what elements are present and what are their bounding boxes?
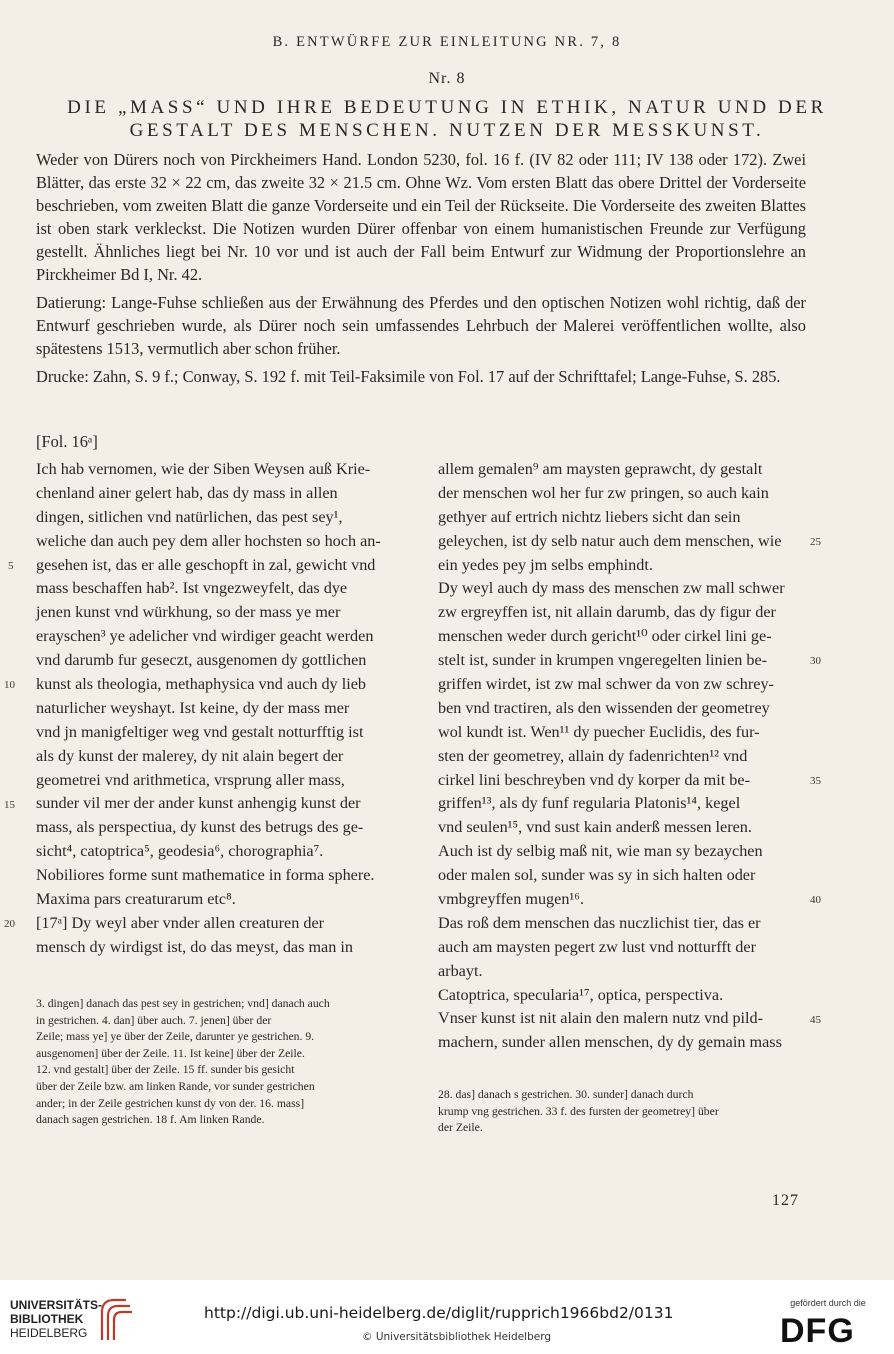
text-line: zw ergreyffen ist, nit allain darumb, das dy figur der [438,603,776,622]
line-number: 45 [810,1013,821,1026]
apparatus-line: Zeile; mass ye] ye über der Zeile, darunter ye gestrichen. 9. [36,1030,315,1044]
text-line: auch am maysten pegert zw lust vnd notturfft der [438,937,756,956]
text-line: geleychen, ist dy selb natur auch dem menschen, wie [438,531,782,550]
text-line: Vnser kunst ist nit alain den malern nutz vnd pild- [438,1009,764,1028]
intro-dating: Datierung: Lange-Fuhse schließen aus der Erwähnung des Pferdes und den optischen Notizen wohl richtig, daß der Entwurf geschrieben wurde, als Dürer noch sein umfassendes Lehrbuch der Malerei veröffentlichen wollte, also spätestens 1513, vermutlich aber schon früher. [36,293,806,358]
copyright-notice: © Universitätsbibliothek Heidelberg [362,1331,552,1343]
text-line: stelt ist, sunder in krumpen vngeregelten linien be- [438,651,768,670]
text-line: geometrei vnd arithmetica, vrsprung aller mass, [36,770,345,789]
text-line: jenen kunst vnd würkhung, so der mass ye mer [36,603,341,622]
text-line: Dy weyl auch dy mass des menschen zw mall schwer [438,579,785,598]
dfg-mark: DFG [780,1312,855,1350]
page-number: 127 [772,1192,799,1209]
text-line: dingen, sitlichen vnd natürlichen, das pest sey¹, [36,507,343,526]
line-number: 35 [810,774,821,787]
running-head: B. ENTWÜRFE ZUR EINLEITUNG NR. 7, 8 [272,34,622,50]
text-line: vnd jn manigfeltiger weg vnd gestalt notturfftig ist [36,722,364,741]
text-line: allem gemalen⁹ am maysten geprawcht, dy gestalt [438,460,763,478]
document-number: Nr. 8 [428,70,466,87]
logo-line: BIBLIOTHEK [10,1312,84,1326]
text-column-left [36,458,398,960]
text-line: Auch ist dy selbig maß nit, wie man sy bezaychen [438,842,763,861]
apparatus-line: der Zeile. [438,1121,483,1135]
apparatus-line: krump vng gestrichen. 33 f. des fursten der geometrey] über [438,1104,719,1118]
text-line: sunder vil mer der ander kunst anhengig kunst der [36,794,361,813]
line-number: 20 [4,918,15,931]
text-line: vnd darumb fur geseczt, ausgenomen dy gottlichen [36,651,367,670]
text-line: weliche dan auch pey dem aller hochsten so hoch an- [36,531,381,550]
line-number: 15 [4,798,15,811]
line-number: 25 [810,535,821,548]
apparatus-line: ander; in der Zeile gestrichen kunst dy von der. 16. mass] [36,1096,305,1110]
text-line: machern, sunder allen menschen, dy dy gemain mass [438,1033,782,1052]
text-line: menschen weder durch gericht¹⁰ oder cirkel lini ge- [438,627,772,646]
apparatus-line: 12. vnd gestalt] über der Zeile. 15 ff. sunder bis gesicht [36,1063,295,1077]
text-column-right [438,458,800,1055]
text-line: mensch dy wirdigst ist, do das meyst, das man in [36,937,353,956]
line-number: 40 [810,894,821,907]
folio-marker: [Fol. 16ᵃ] [36,432,98,451]
text-line: ben vnd tractiren, als den wissenden der geometrey [438,698,770,717]
dfg-logo[interactable] [778,1294,878,1348]
text-line: sicht⁴, catoptrica⁵, geodesia⁶, chorographia⁷. [36,842,324,861]
apparatus-line: in gestrichen. 4. dan] über auch. 7. jenen] über der [36,1013,272,1027]
apparatus-right [438,1087,800,1137]
text-line: mass, als perspectiua, dy kunst des betrugs des ge- [36,818,364,837]
apparatus-line: 3. dingen] danach das pest sey in gestrichen; vnd] danach auch [36,997,330,1010]
text-line: vmbgreyffen mugen¹⁶. [438,890,584,909]
text-line: cirkel lini beschreyben vnd dy korper da mit be- [438,770,750,789]
text-line: Maxima pars creaturarum etc⁸. [36,890,236,909]
logo-line: UNIVERSITÄTS- [10,1298,103,1312]
footer-bar [0,1280,894,1354]
text-line: arbayt. [438,961,483,980]
line-number: 10 [4,679,15,692]
line-number: 5 [8,559,14,572]
intro-description: Weder von Dürers noch von Pirckheimers Hand. London 5230, fol. 16 f. (IV 82 oder 111; IV 138 oder 172). Zwei Blätter, das erste 32 × 22 cm, das zweite 32 × 21.5 cm. Ohne Wz. Vom ersten Blatt das obere Drittel der Vorderseite beschrieben, vom zweiten Blatt die ganze Vorderseite und ein Teil der Rückseite. Die Vorderseite des zweiten Blattes ist oben stark verkleckst. Die Notizen wurden Dürer offenbar von einem humanistischen Freunde zur Verfügung gestellt. Ähnliches liegt bei Nr. 10 vor und ist auch der Fall beim Entwurf zur Widmung der Proportionslehre an Pirckheimer Bd I, Nr. 42. [36,150,806,284]
text-line: sten der geometrey, allain dy fadenrichten¹² vnd [438,746,748,765]
document-title [20,96,874,142]
line-number: 30 [810,655,821,668]
intro-prints: Drucke: Zahn, S. 9 f.; Conway, S. 192 f. mit Teil-Faksimile von Fol. 17 auf der Schrifttafel; Lange-Fuhse, S. 285. [36,367,781,386]
library-emblem-icon [96,1294,136,1344]
text-line: Catoptrica, specularia¹⁷, optica, perspectiva. [438,985,724,1004]
text-line: Ich hab vernomen, wie der Siben Weysen auß Krie- [36,460,371,478]
introduction [36,148,806,393]
logo-line: HEIDELBERG [10,1326,88,1340]
text-line: vnd seulen¹⁵, vnd sust kain anderß messen leren. [438,818,752,837]
text-line: griffen wirdet, ist zw mal schwer da von zw schrey- [438,675,774,694]
text-line: Das roß dem menschen das nuczlichist tier, das er [438,913,761,932]
text-line: erayschen³ ye adelicher vnd wirdiger geacht werden [36,627,374,646]
apparatus-line: danach sagen gestrichen. 18 f. Am linken Rande. [36,1113,265,1127]
apparatus-line: 28. das] danach s gestrichen. 30. sunder] danach durch [438,1088,694,1101]
apparatus-left [36,996,398,1129]
title-line: GESTALT DES MENSCHEN. NUTZEN DER MESSKUNST. [129,120,765,141]
title-line: DIE „MASS“ UND IHRE BEDEUTUNG IN ETHIK, NATUR UND DER [67,97,827,118]
apparatus-line: ausgenomen] über der Zeile. 11. Ist keine] über der Zeile. [36,1046,305,1060]
logo-text [10,1298,102,1340]
text-line: wol kundt ist. Wen¹¹ dy puecher Euclidis, des fur- [438,722,760,741]
text-line: gesehen ist, das er alle geschopft in zal, gewicht vnd [36,555,376,574]
text-line: mass beschaffen hab². Ist vngezweyfelt, das dye [36,579,348,598]
text-line: naturlicher weyshayt. Ist keine, dy der mass mer [36,698,350,717]
dfg-caption: gefördert durch die [790,1298,866,1308]
apparatus-line: über der Zeile bzw. am linken Rande, vor sunder gestrichen [36,1079,315,1093]
text-line: der menschen wol her fur zw pringen, so auch kain [438,483,769,502]
text-line: griffen¹³, als dy funf regularia Platonis¹⁴, kegel [438,794,741,813]
text-line: als dy kunst der malerey, dy nit alain begert der [36,746,344,765]
university-library-logo[interactable] [10,1294,200,1344]
text-line: ein yedes pey jm selbs emphindt. [438,555,653,574]
permalink-url[interactable]: http://digi.ub.uni-heidelberg.de/diglit/rupprich1966bd2/0131 [204,1304,674,1322]
text-line: chenland ainer gelert hab, das dy mass in allen [36,483,338,502]
text-line: kunst als theologia, methaphysica vnd auch dy lieb [36,675,366,694]
text-line: Nobiliores forme sunt mathematice in forma sphere. [36,866,375,885]
text-line: [17ᵃ] Dy weyl aber vnder allen creaturen der [36,913,325,932]
text-line: oder malen sol, sunder was sy in sich halten oder [438,866,756,885]
text-line: gethyer auf ertrich nichtz liebers sicht dan sein [438,507,741,526]
